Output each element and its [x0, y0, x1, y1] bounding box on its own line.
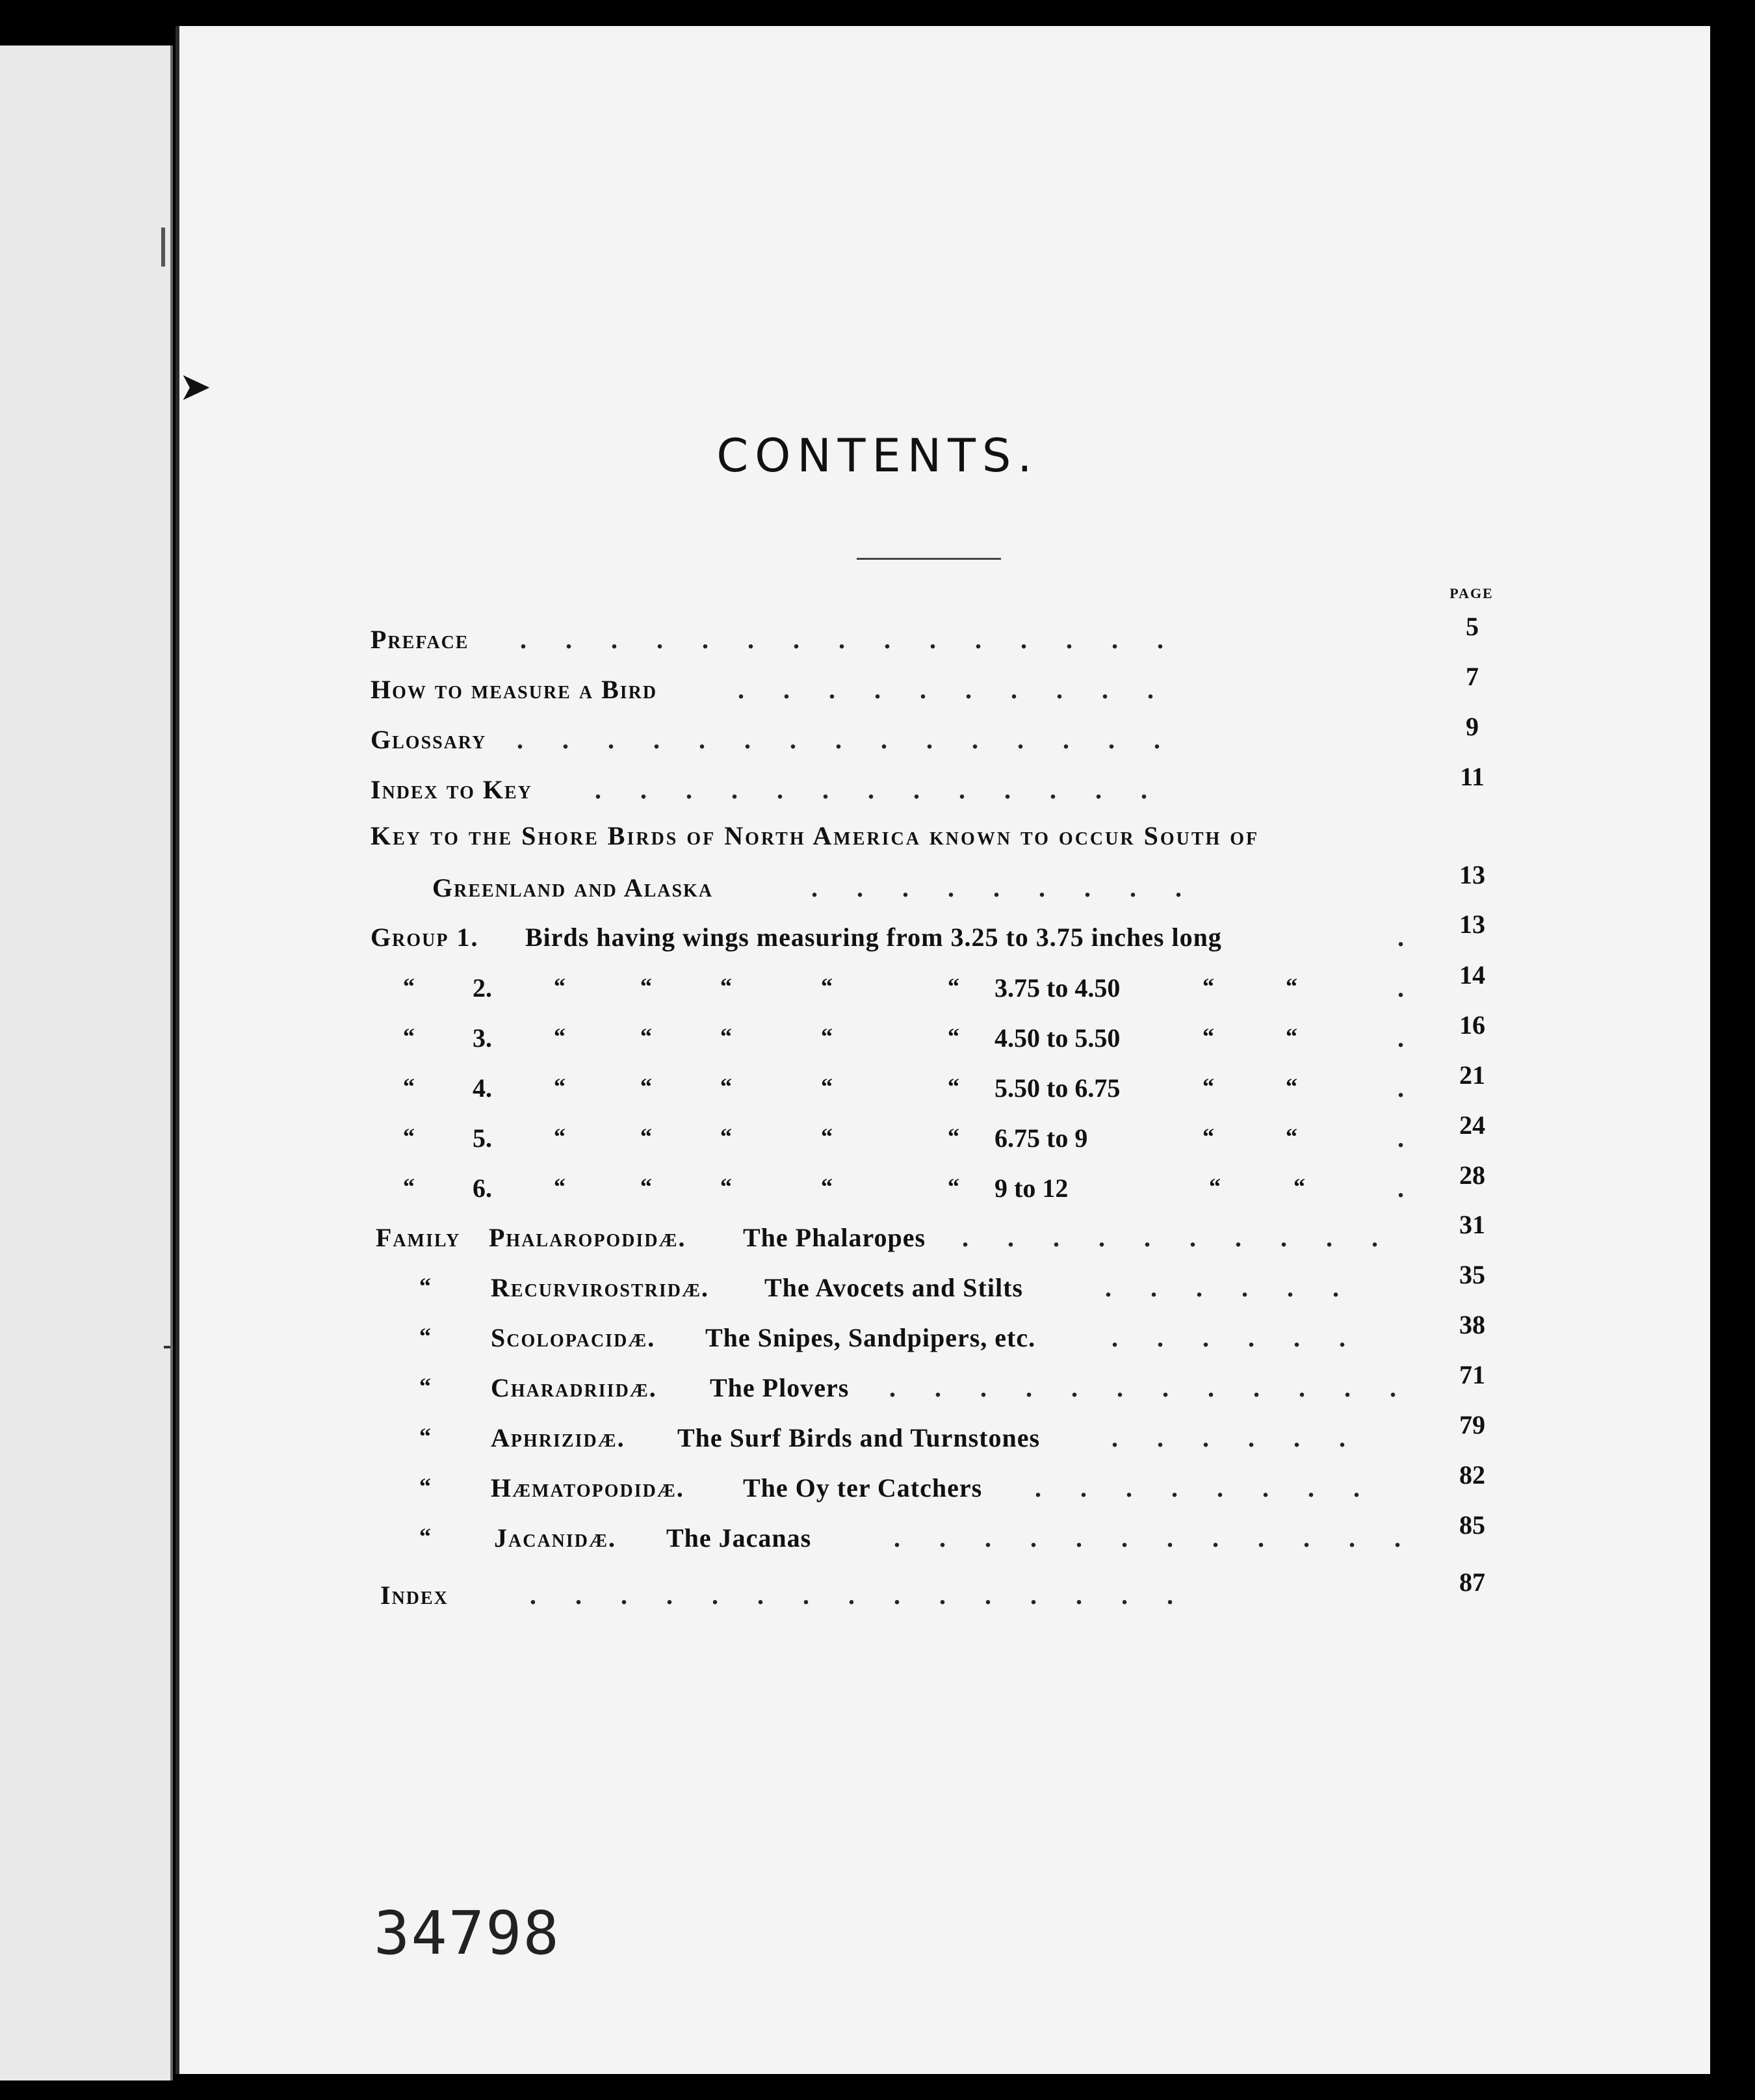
toc-entry-label: Preface [370, 625, 469, 654]
ditto-mark: “ [554, 1073, 566, 1099]
family-common-name: The Oy ter Catchers [743, 1473, 983, 1503]
family-name: Scolopacidæ. [491, 1323, 656, 1352]
toc-entry[interactable] [0, 712, 1755, 763]
ditto-mark: “ [720, 1023, 732, 1049]
ditto-mark: “ [948, 1023, 959, 1049]
toc-entry[interactable] [0, 820, 1755, 860]
family-common-name: The Surf Birds and Turnstones [677, 1423, 1041, 1452]
ditto-mark: “ [821, 1073, 833, 1099]
ditto-mark: “ [948, 973, 959, 999]
page-number: 16 [1459, 1010, 1485, 1040]
ditto-mark: “ [419, 1523, 431, 1549]
family-name: Jacanidæ. [494, 1523, 616, 1553]
page-number: 71 [1459, 1360, 1485, 1389]
toc-entry-label: Glossary [370, 725, 487, 754]
ditto-mark: “ [1286, 1023, 1297, 1049]
page-number: 7 [1466, 662, 1479, 691]
ditto-mark: “ [1286, 1073, 1297, 1099]
family-entry[interactable] [0, 1210, 1755, 1261]
group-number: 6. [473, 1174, 492, 1203]
toc-entry-continued[interactable] [0, 860, 1755, 912]
page-number: 79 [1459, 1410, 1485, 1439]
group-number: 5. [473, 1123, 492, 1153]
toc-entry-label: Key to the Shore Birds of North America known to occur South of [370, 821, 1260, 850]
ditto-mark: “ [640, 1174, 652, 1200]
binding-mark [161, 228, 165, 267]
group-entry[interactable] [0, 1161, 1755, 1212]
page-number: 5 [1466, 612, 1479, 641]
family-prefix: Family [376, 1223, 461, 1252]
ditto-mark: “ [948, 1073, 959, 1099]
family-common-name: The Jacanas [666, 1523, 812, 1553]
group-number: 3. [473, 1023, 492, 1053]
group-entry[interactable] [0, 1110, 1755, 1162]
ditto-mark: “ [554, 1023, 566, 1049]
ditto-mark: “ [554, 973, 566, 999]
family-entry[interactable] [0, 1510, 1755, 1562]
ditto-mark: “ [640, 1073, 652, 1099]
toc-entry-label: Index [380, 1581, 448, 1610]
family-entry[interactable] [0, 1360, 1755, 1411]
ditto-mark: “ [821, 973, 833, 999]
wing-range: 6.75 to 9 [994, 1123, 1088, 1153]
toc-entry-label: How to measure a Bird [370, 675, 658, 704]
toc-entry-label: Greenland and Alaska [432, 873, 714, 902]
ditto-mark: “ [1294, 1174, 1305, 1200]
page-number: 85 [1459, 1510, 1485, 1540]
ditto-mark: “ [403, 1073, 415, 1099]
ditto-mark: “ [403, 1123, 415, 1149]
toc-entry[interactable] [0, 612, 1755, 663]
group-number: 2. [473, 973, 492, 1003]
page-number: 38 [1459, 1310, 1485, 1339]
dot-leader: . . . . . . . . . [811, 873, 1182, 902]
ditto-mark: “ [1202, 973, 1214, 999]
pencil-mark: ➤ [179, 365, 212, 408]
ditto-mark: “ [720, 1123, 732, 1149]
ditto-mark: “ [821, 1174, 833, 1200]
toc-entry-label: Index to Key [370, 775, 532, 804]
group-label: Group 1. [370, 923, 479, 952]
ditto-mark: “ [1202, 1023, 1214, 1049]
group-entry[interactable] [0, 910, 1755, 961]
family-entry[interactable] [0, 1460, 1755, 1512]
dot-leader: . . . . . . . . . . . . . . . [530, 1581, 1173, 1610]
dot-leader: . . . . . . . . . . [738, 675, 1154, 704]
facing-page [0, 46, 173, 2080]
dot-leader: . [1398, 1123, 1404, 1153]
ditto-mark: “ [948, 1174, 959, 1200]
ditto-mark: “ [419, 1473, 431, 1499]
ditto-mark: “ [640, 1123, 652, 1149]
dot-leader: . . . . . . [1112, 1423, 1346, 1452]
ditto-mark: “ [1202, 1123, 1214, 1149]
ditto-mark: “ [821, 1023, 833, 1049]
dot-leader: . . . . . . [1105, 1273, 1339, 1302]
ditto-mark: “ [419, 1373, 431, 1399]
page-column-header: PAGE [1450, 585, 1494, 601]
dot-leader: . [1398, 1073, 1404, 1103]
family-common-name: The Avocets and Stilts [764, 1273, 1023, 1302]
ditto-mark: “ [640, 1023, 652, 1049]
toc-entry[interactable] [0, 762, 1755, 813]
toc-entry[interactable] [0, 662, 1755, 713]
page-number: 14 [1459, 960, 1485, 990]
dot-leader: . . . . . . [1112, 1323, 1346, 1352]
title-rule [857, 558, 1001, 560]
ditto-mark: “ [640, 973, 652, 999]
group-entry[interactable] [0, 960, 1755, 1012]
dot-leader: . [1398, 1023, 1404, 1053]
dot-leader: . . . . . . . . . . . . . . . [517, 725, 1160, 754]
ditto-mark: “ [419, 1423, 431, 1449]
family-common-name: The Snipes, Sandpipers, etc. [705, 1323, 1036, 1352]
group-number: 4. [473, 1073, 492, 1103]
dot-leader: . . . . . . . . . . . . . [595, 775, 1147, 804]
ditto-mark: “ [948, 1123, 959, 1149]
family-entry[interactable] [0, 1410, 1755, 1462]
page-title: CONTENTS. [716, 429, 1039, 482]
dot-leader: . [1398, 1174, 1404, 1203]
dot-leader: . . . . . . . . [1035, 1473, 1360, 1503]
ditto-mark: “ [1202, 1073, 1214, 1099]
ditto-mark: “ [419, 1323, 431, 1349]
family-common-name: The Plovers [710, 1373, 850, 1402]
ditto-mark: “ [403, 1023, 415, 1049]
ditto-mark: “ [720, 1073, 732, 1099]
toc-entry[interactable] [0, 1568, 1755, 1619]
ditto-mark: “ [1286, 973, 1297, 999]
ditto-mark: “ [403, 973, 415, 999]
dot-leader: . . . . . . . . . . . . [894, 1523, 1401, 1553]
dot-leader: . . . . . . . . . . . . [889, 1373, 1396, 1402]
wing-range: 4.50 to 5.50 [994, 1023, 1121, 1053]
page-number: 21 [1459, 1060, 1485, 1090]
page-number: 31 [1459, 1210, 1485, 1239]
dot-leader: . . . . . . . . . . . . . . . [520, 625, 1164, 654]
accession-number: 34798 [374, 1898, 560, 1968]
family-name: Charadriidæ. [491, 1373, 657, 1402]
dot-leader: . [1398, 973, 1404, 1003]
family-name: Phalaropodidæ. [489, 1223, 686, 1252]
dot-leader: . . . . . . . . . . [962, 1223, 1378, 1252]
family-common-name: The Phalaropes [743, 1223, 926, 1252]
ditto-mark: “ [554, 1174, 566, 1200]
ditto-mark: “ [1286, 1123, 1297, 1149]
ditto-mark: “ [720, 1174, 732, 1200]
page-number: 24 [1459, 1110, 1485, 1140]
page-number: 11 [1460, 762, 1485, 791]
family-name: Recurvirostridæ. [491, 1273, 709, 1302]
page-number: 9 [1466, 712, 1479, 741]
family-name: Hæmatopodidæ. [491, 1473, 684, 1503]
family-entry[interactable] [0, 1260, 1755, 1311]
ditto-mark: “ [821, 1123, 833, 1149]
page-number: 35 [1459, 1260, 1485, 1289]
dot-leader: . [1398, 923, 1404, 952]
family-name: Aphrizidæ. [491, 1423, 625, 1452]
page-number: 13 [1459, 910, 1485, 939]
ditto-mark: “ [1209, 1174, 1221, 1200]
ditto-mark: “ [554, 1123, 566, 1149]
family-entry[interactable] [0, 1310, 1755, 1361]
page-number: 87 [1459, 1568, 1485, 1597]
group-entry[interactable] [0, 1060, 1755, 1112]
wing-range: 9 to 12 [994, 1174, 1069, 1203]
wing-range: 5.50 to 6.75 [994, 1073, 1121, 1103]
page-number: 82 [1459, 1460, 1485, 1490]
group-description: Birds having wings measuring from 3.25 to 3.75 inches long [525, 923, 1222, 952]
group-entry[interactable] [0, 1010, 1755, 1062]
page-number: 13 [1459, 860, 1485, 889]
wing-range: 3.75 to 4.50 [994, 973, 1121, 1003]
ditto-mark: “ [419, 1273, 431, 1299]
page-number: 28 [1459, 1161, 1485, 1190]
ditto-mark: “ [403, 1174, 415, 1200]
ditto-mark: “ [720, 973, 732, 999]
